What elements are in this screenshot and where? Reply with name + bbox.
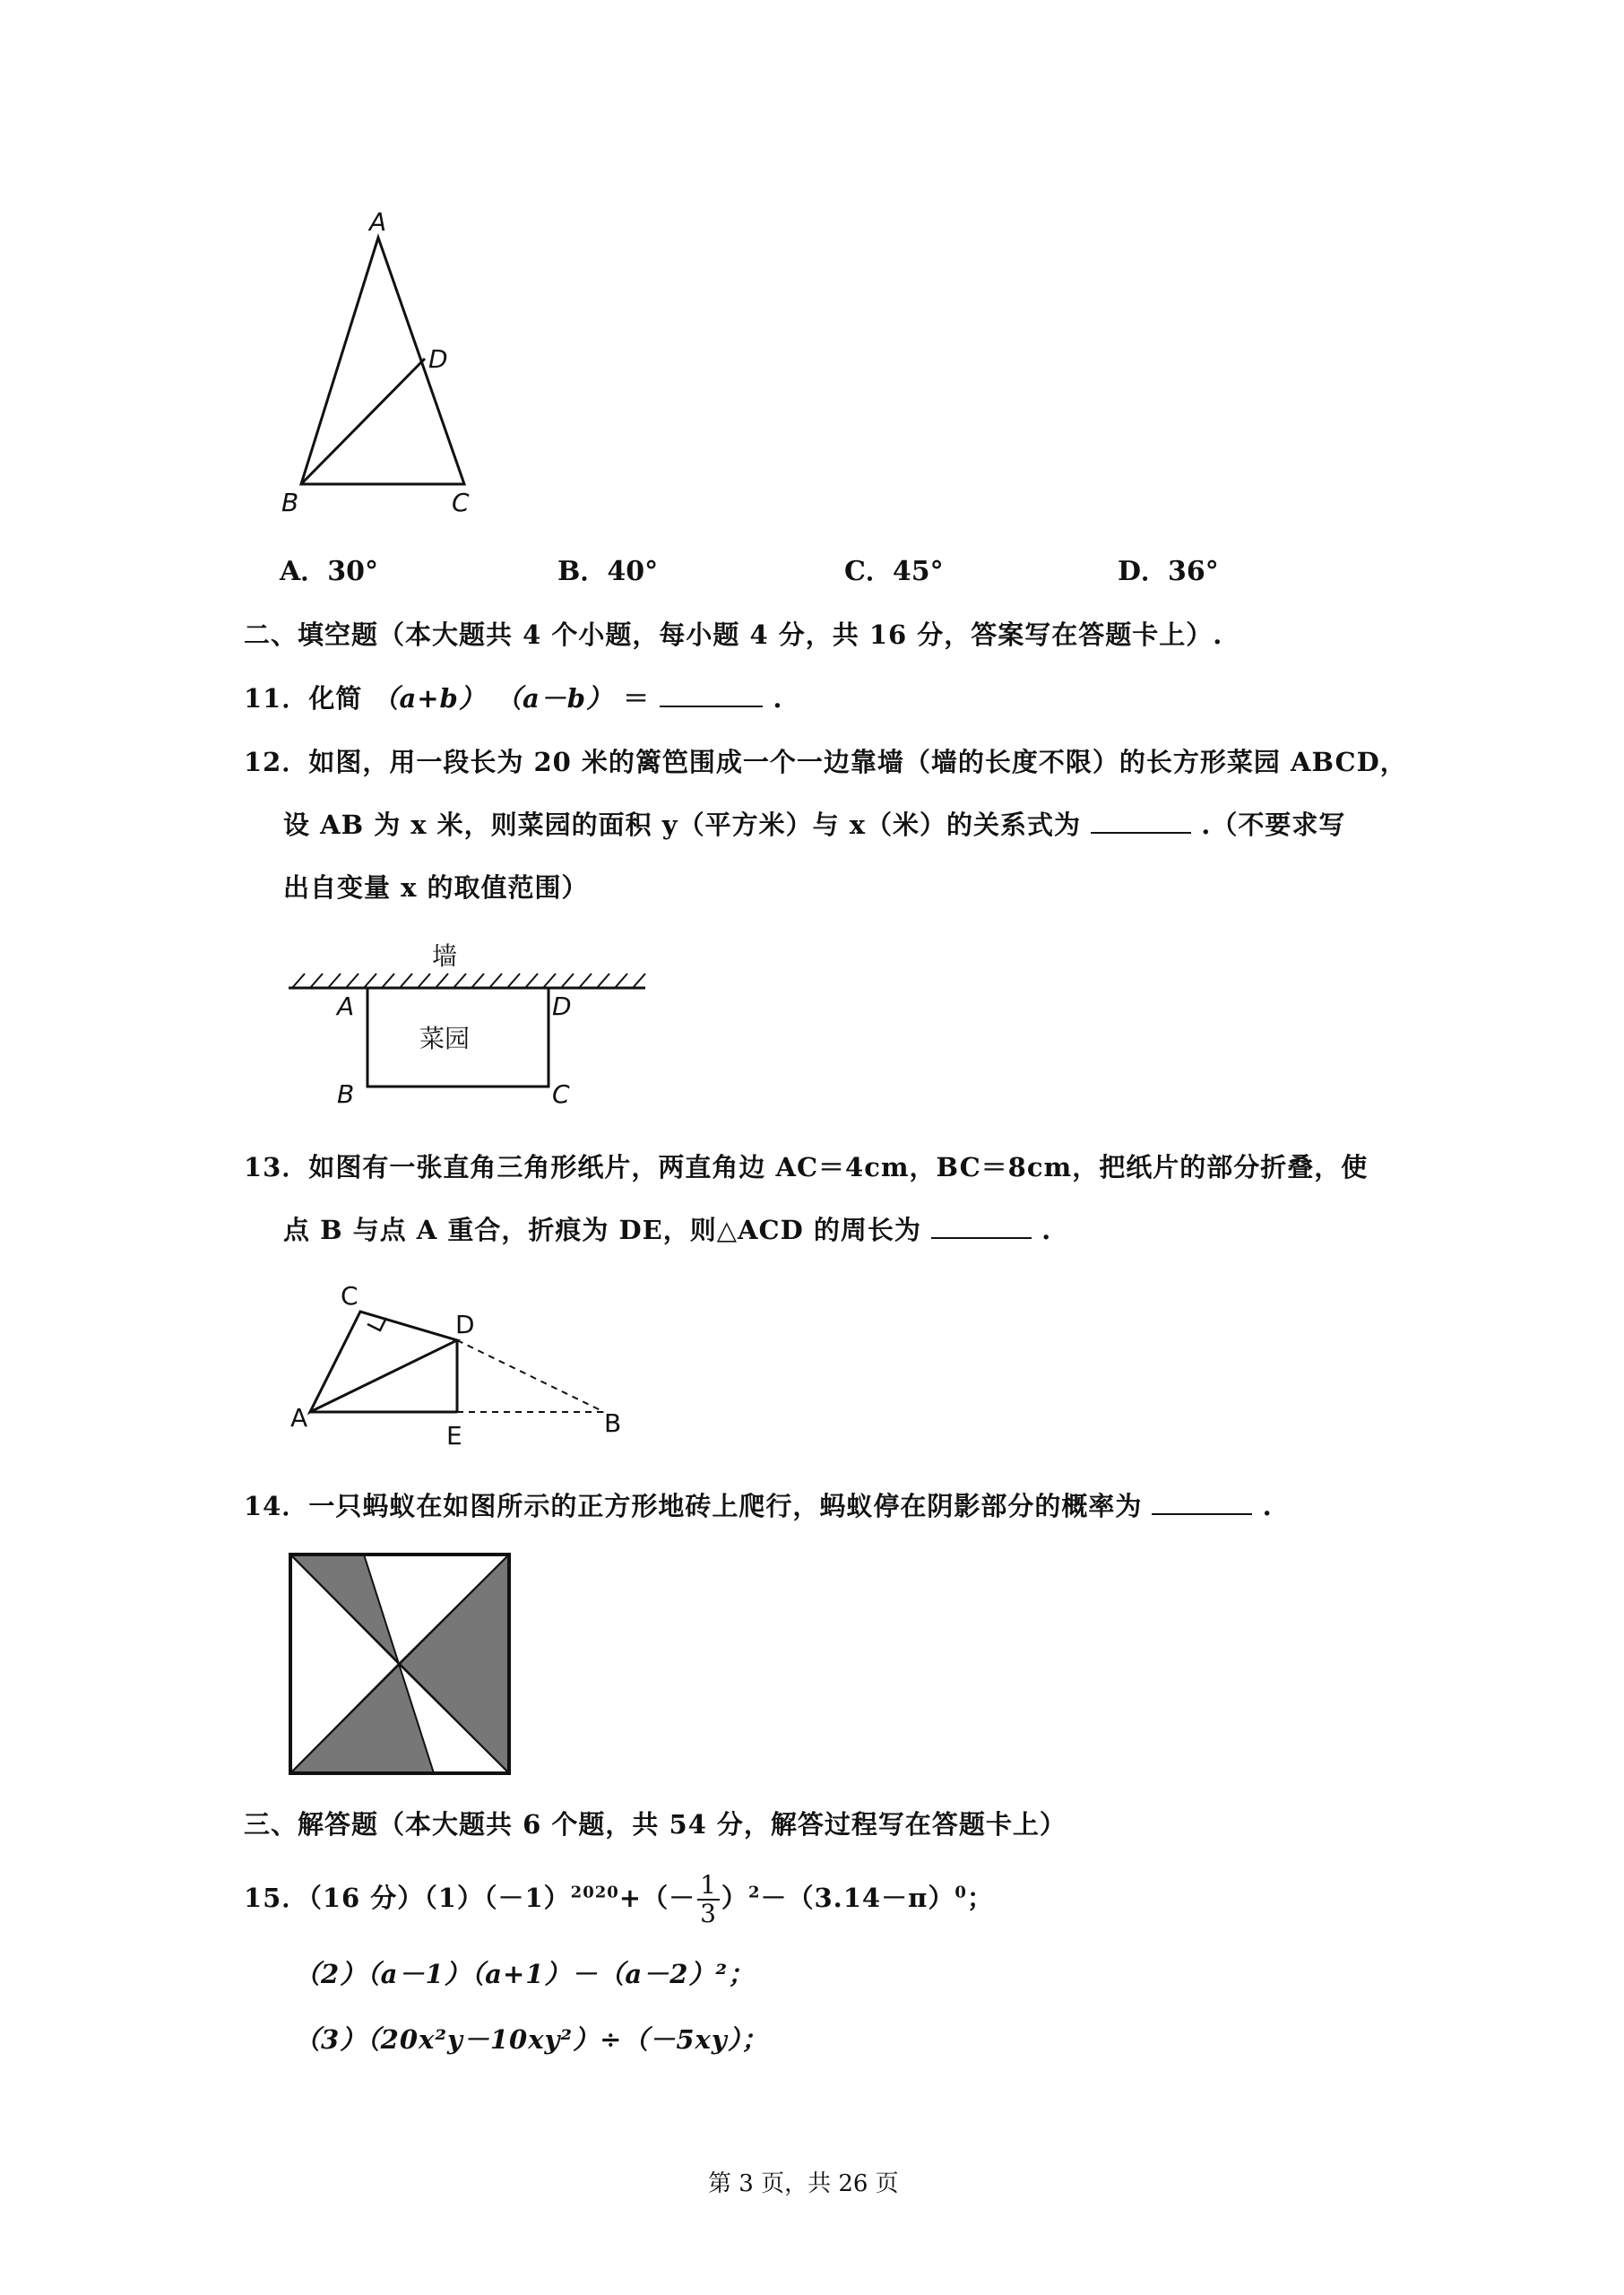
- label-d: D: [428, 344, 448, 374]
- q11-eq: ＝: [623, 683, 651, 714]
- q11-expr1: （a+b）: [372, 683, 486, 714]
- option-c: C．45°: [844, 556, 944, 587]
- label-a: A: [290, 1403, 308, 1433]
- q15-p1-c: ）: [721, 1883, 748, 1913]
- answer-blank-11: [660, 680, 763, 707]
- q13-line2-tail: .: [1041, 1215, 1052, 1245]
- option-b: B．40°: [557, 556, 659, 587]
- question-13-line-2: [283, 1210, 1051, 1247]
- q13-line2-text: 点 B 与点 A 重合，折痕为 DE，则△ACD 的周长为: [283, 1215, 921, 1245]
- q12-line2-tail: .（不要求写: [1201, 810, 1346, 840]
- q11-expr2: （a－b）: [495, 683, 614, 714]
- garden-label: 菜园: [419, 1024, 471, 1053]
- q15-p1-d: －（3.14－π）: [760, 1883, 955, 1913]
- label-a: A: [337, 992, 355, 1021]
- section-2-heading: 二、填空题（本大题共 4 个小题，每小题 4 分，共 16 分，答案写在答题卡上）.: [244, 619, 1223, 650]
- q11-prefix: 11．化简: [244, 683, 373, 714]
- label-c: C: [452, 488, 470, 517]
- fold-figure: [278, 1277, 636, 1457]
- label-b: B: [281, 488, 299, 517]
- label-d: D: [552, 992, 572, 1021]
- tile-figure: [287, 1551, 513, 1777]
- label-c: C: [341, 1281, 358, 1311]
- triangle-figure: [269, 206, 502, 529]
- label-e: E: [446, 1421, 462, 1451]
- option-d: D．36°: [1118, 556, 1219, 587]
- q15-exp-0: 0: [955, 1883, 967, 1902]
- section-3-heading: 三、解答题（本大题共 6 个题，共 54 分，解答过程写在答题卡上）: [244, 1809, 1067, 1840]
- question-12-line-2: [283, 805, 1345, 842]
- question-14: [244, 1486, 1273, 1523]
- label-b: B: [337, 1079, 355, 1109]
- question-15-part-1: [244, 1872, 994, 1927]
- q15-p1-a: 15．（16 分）（1）（－1）: [244, 1883, 571, 1913]
- q14-text: 14．一只蚂蚁在如图所示的正方形地砖上爬行，蚂蚁停在阴影部分的概率为: [244, 1491, 1143, 1521]
- q11-end: .: [773, 683, 783, 714]
- wall-label: 墙: [432, 941, 458, 971]
- question-15-part-2: （2）（a－1）（a+1）－（a－2）²；: [294, 1959, 756, 1989]
- answer-blank-13: [931, 1212, 1032, 1239]
- question-15-part-3: （3）（20x²y－10xy²）÷（－5xy）；: [294, 2024, 769, 2055]
- q15-p1-b: +（－: [618, 1883, 696, 1913]
- q14-tail: .: [1262, 1491, 1273, 1521]
- label-c: C: [552, 1079, 570, 1109]
- label-b: B: [604, 1408, 622, 1438]
- answer-blank-12: [1091, 807, 1191, 834]
- option-a: A．30°: [280, 556, 379, 587]
- question-11: [244, 679, 782, 715]
- answer-blank-14: [1152, 1488, 1252, 1515]
- q15-p1-e: ；: [966, 1883, 994, 1913]
- fraction-denominator: 3: [700, 1899, 717, 1928]
- garden-figure: [278, 932, 663, 1121]
- q15-exp-2: 2: [747, 1883, 761, 1902]
- question-12-line-3: 出自变量 x 的取值范围）: [283, 872, 589, 903]
- fraction-one-third: [697, 1872, 720, 1927]
- fraction-numerator: 1: [697, 1872, 720, 1901]
- label-a: A: [369, 207, 387, 237]
- label-d: D: [455, 1310, 475, 1339]
- question-12-line-1: 12．如图，用一段长为 20 米的篱笆围成一个一边靠墙（墙的长度不限）的长方形菜园 ABCD，: [244, 747, 1407, 777]
- q15-exp-2020: 2020: [570, 1883, 619, 1902]
- q12-line2-text: 设 AB 为 x 米，则菜园的面积 y（平方米）与 x（米）的关系式为: [283, 810, 1082, 840]
- question-13-line-1: 13．如图有一张直角三角形纸片，两直角边 AC＝4cm，BC＝8cm，把纸片的部分折叠，使: [244, 1152, 1369, 1182]
- page-footer: 第 3 页，共 26 页: [708, 2170, 899, 2197]
